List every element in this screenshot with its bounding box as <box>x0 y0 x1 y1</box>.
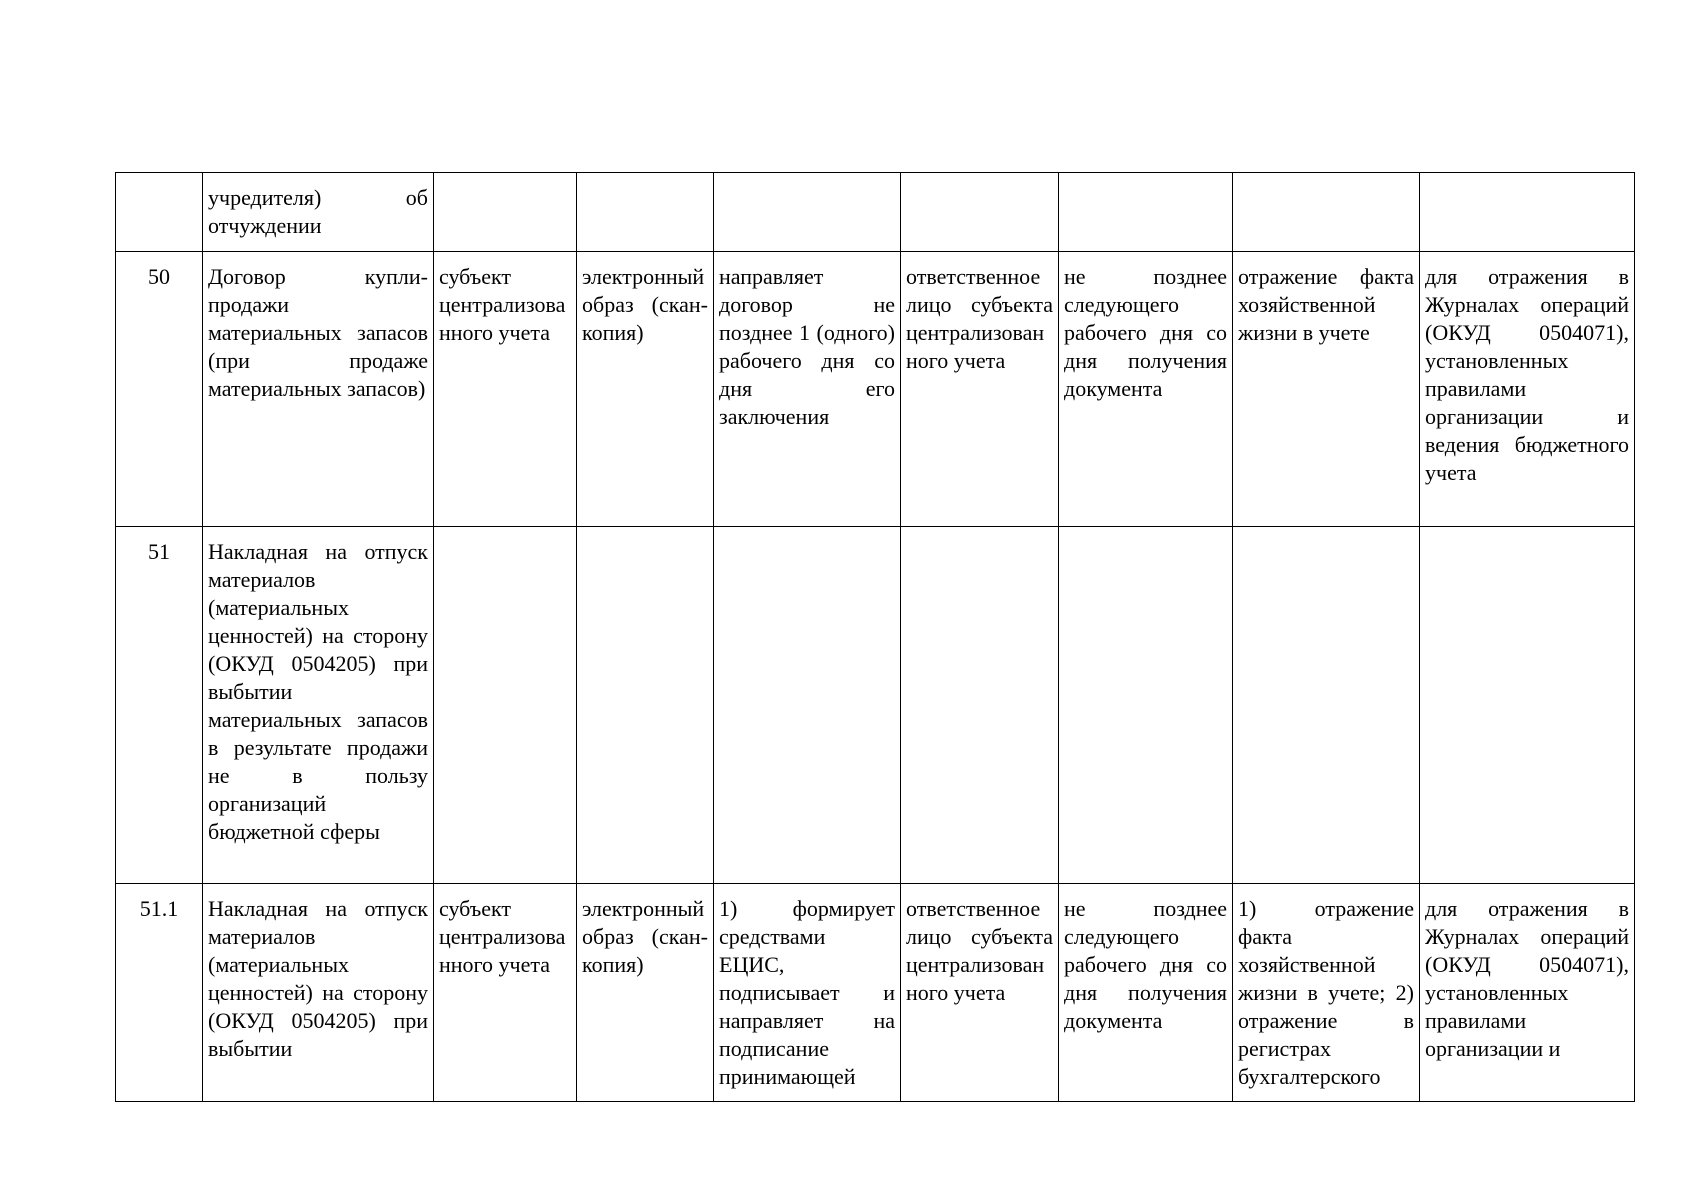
responsible-party-cell <box>434 173 577 252</box>
action-cell <box>714 173 901 252</box>
document-name-cell: учредителя) об отчуждении <box>203 173 434 252</box>
document-name-cell: Накладная на отпуск материалов (материальных ценностей) на сторону (ОКУД 0504205) при выбытии материальных запасов в результате продажи не в пользу организаций бюджетной сферы <box>203 527 434 884</box>
responsible-party-cell: субъект централизованного учета <box>434 884 577 1102</box>
purpose-cell: отражение факта хозяйственной жизни в учете <box>1233 252 1420 527</box>
row-number: 51.1 <box>116 884 203 1102</box>
usage-cell: для отражения в Журналах операций (ОКУД 0504071), установленных правилами организации и ведения бюджетного учета <box>1420 252 1635 527</box>
row-number: 51 <box>116 527 203 884</box>
document-form-cell: электронный образ (скан-копия) <box>577 884 714 1102</box>
usage-cell <box>1420 527 1635 884</box>
deadline-cell: не позднее следующего рабочего дня со дня получения документа <box>1059 884 1233 1102</box>
document-form-cell <box>577 173 714 252</box>
responsible-person-cell <box>901 527 1059 884</box>
purpose-cell <box>1233 173 1420 252</box>
responsible-person-cell: ответственное лицо субъекта централизованного учета <box>901 884 1059 1102</box>
deadline-cell <box>1059 173 1233 252</box>
table-row <box>116 527 1635 884</box>
row-number: 50 <box>116 252 203 527</box>
document-table <box>115 172 1635 1102</box>
purpose-cell: 1) отражение факта хозяйственной жизни в учете; 2) отражение в регистрах бухгалтерского <box>1233 884 1420 1102</box>
purpose-cell <box>1233 527 1420 884</box>
responsible-party-cell: субъект централизованного учета <box>434 252 577 527</box>
document-form-cell: электронный образ (скан-копия) <box>577 252 714 527</box>
table-row <box>116 173 1635 252</box>
row-number <box>116 173 203 252</box>
responsible-person-cell: ответственное лицо субъекта централизованного учета <box>901 252 1059 527</box>
deadline-cell: не позднее следующего рабочего дня со дня получения документа <box>1059 252 1233 527</box>
action-cell: 1) формирует средствами ЕЦИС, подписывает и направляет на подписание принимающей <box>714 884 901 1102</box>
responsible-person-cell <box>901 173 1059 252</box>
deadline-cell <box>1059 527 1233 884</box>
document-name-cell: Договор купли-продажи материальных запасов (при продаже материальных запасов) <box>203 252 434 527</box>
usage-cell <box>1420 173 1635 252</box>
action-cell <box>714 527 901 884</box>
responsible-party-cell <box>434 527 577 884</box>
document-name-cell: Накладная на отпуск материалов (материальных ценностей) на сторону (ОКУД 0504205) при выбытии <box>203 884 434 1102</box>
document-form-cell <box>577 527 714 884</box>
usage-cell: для отражения в Журналах операций (ОКУД 0504071), установленных правилами организации и <box>1420 884 1635 1102</box>
table-row <box>116 252 1635 527</box>
table-row <box>116 884 1635 1102</box>
action-cell: направляет договор не позднее 1 (одного) рабочего дня со дня его заключения <box>714 252 901 527</box>
